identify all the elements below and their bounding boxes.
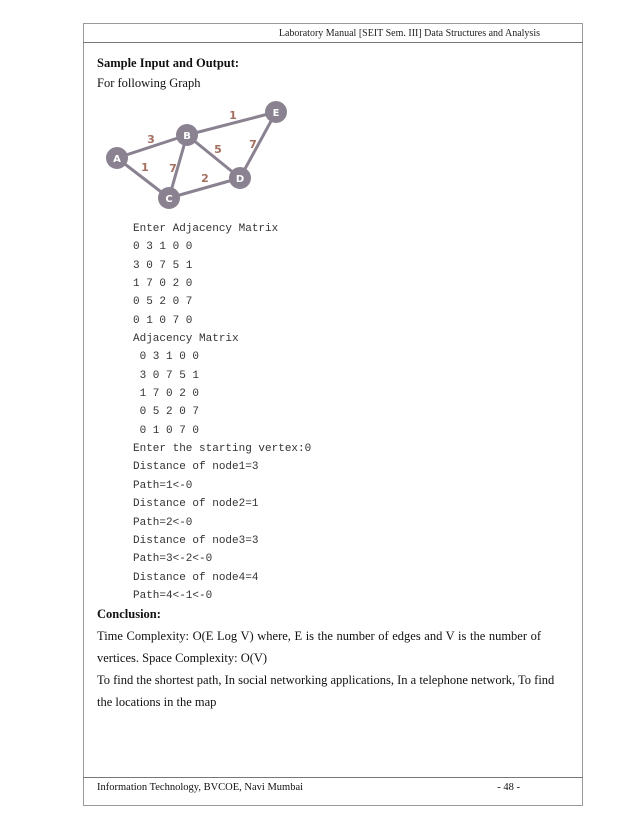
- edge-weight-label: 1: [229, 109, 237, 122]
- code-line: 0 5 2 0 7: [133, 296, 193, 309]
- graph-edge-DE: [240, 112, 276, 178]
- page-number: - 48 -: [497, 782, 520, 793]
- edge-weight-label: 7: [169, 162, 177, 175]
- code-line: Adjacency Matrix: [133, 333, 239, 346]
- code-line: 0 1 0 7 0: [133, 314, 193, 327]
- edge-weight-label: 5: [214, 143, 222, 156]
- edge-weight-label: 7: [249, 138, 257, 151]
- code-line: Path=1<-0: [133, 479, 193, 492]
- code-line: Enter Adjacency Matrix: [133, 223, 279, 235]
- node-label: D: [235, 174, 245, 185]
- conclusion-line-1: Time Complexity: O(E Log V) where, E is the number of edges and V is the number of: [97, 629, 541, 643]
- node-label: E: [272, 108, 280, 119]
- weighted-graph-figure: [95, 98, 300, 213]
- code-line: Path=4<-1<-0: [133, 589, 213, 602]
- edge-weight-label: 2: [201, 172, 209, 185]
- code-line: 3 0 7 5 1: [133, 259, 193, 272]
- edge-weight-label: 1: [141, 161, 149, 174]
- footer-institution: Information Technology, BVCOE, Navi Mumbai: [97, 782, 304, 793]
- code-line: 3 0 7 5 1: [133, 369, 200, 382]
- running-header: Laboratory Manual [SEIT Sem. III] Data Structures and Analysis: [278, 28, 540, 39]
- code-line: 1 7 0 2 0: [133, 278, 193, 291]
- node-label: A: [113, 154, 121, 165]
- code-line: 0 5 2 0 7: [133, 406, 200, 419]
- code-line: 1 7 0 2 0: [133, 388, 200, 401]
- program-output: [133, 220, 311, 605]
- sample-heading: Sample Input and Output:: [97, 56, 240, 70]
- code-line: Distance of node3=3: [133, 534, 259, 547]
- code-line: Distance of node2=1: [133, 498, 259, 511]
- node-label: B: [183, 131, 191, 142]
- code-line: Distance of node1=3: [133, 461, 259, 474]
- code-line: Enter the starting vertex:0: [133, 443, 312, 456]
- code-line: 0 3 1 0 0: [133, 241, 193, 254]
- node-label: C: [165, 194, 173, 205]
- conclusion-line-3: To find the shortest path, In social networking applications, In a telephone network, To find: [97, 673, 555, 687]
- header-rule: [83, 42, 583, 43]
- code-line: Distance of node4=4: [133, 571, 259, 584]
- code-line: Path=2<-0: [133, 516, 193, 529]
- code-line: Path=3<-2<-0: [133, 553, 213, 566]
- conclusion-line-2: vertices. Space Complexity: O(V): [97, 651, 268, 665]
- conclusion-line-4: the locations in the map: [97, 695, 217, 709]
- sample-intro: For following Graph: [97, 76, 201, 90]
- footer-rule: [83, 777, 583, 778]
- conclusion-heading: Conclusion:: [97, 607, 161, 621]
- code-line: 0 1 0 7 0: [133, 424, 200, 437]
- edge-weight-label: 3: [147, 133, 155, 146]
- code-line: 0 3 1 0 0: [133, 351, 200, 364]
